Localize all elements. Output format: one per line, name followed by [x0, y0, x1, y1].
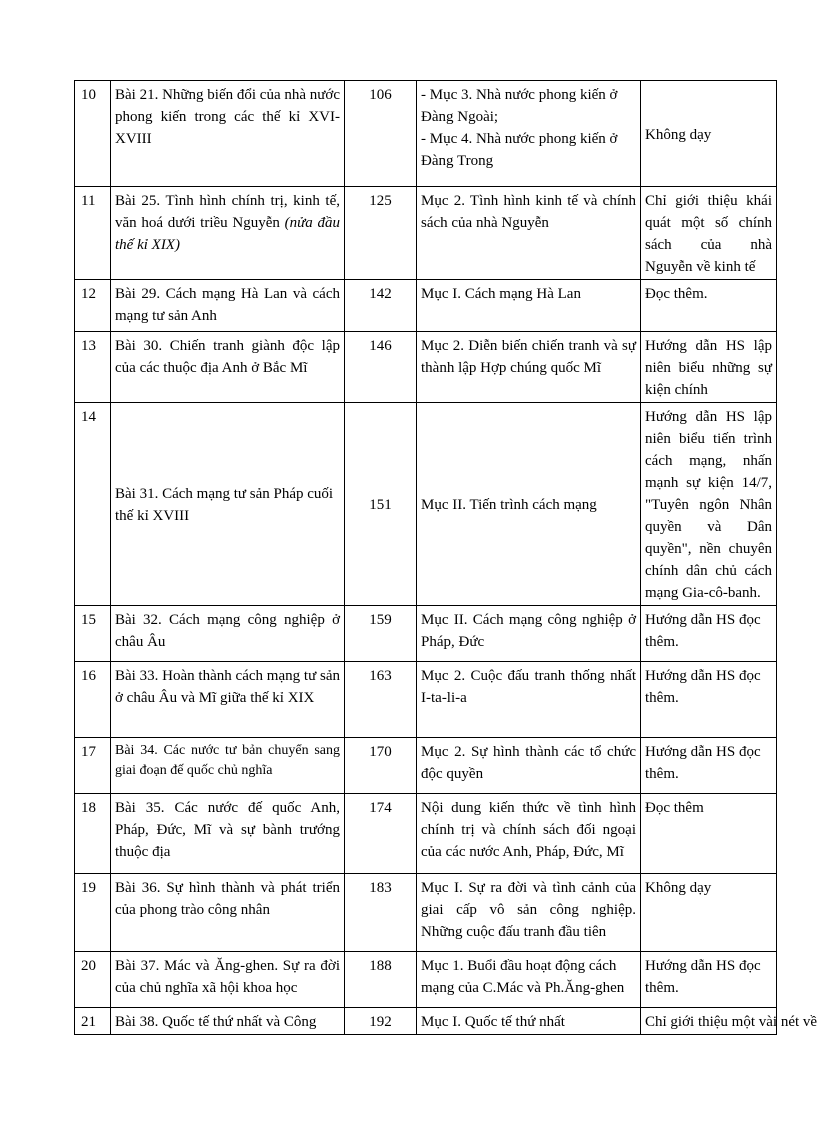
section-line: Mục 1. Buổi đầu hoạt động cách mạng của C.Mác và Ph.Ăng-ghen	[421, 958, 625, 996]
row-number: 19	[75, 874, 111, 952]
row-number: 17	[75, 738, 111, 794]
table-row	[75, 403, 777, 606]
section-cell	[417, 81, 641, 187]
page-cell: 174	[345, 794, 417, 874]
section-line: Mục I. Quốc tế thứ nhất	[421, 1014, 565, 1030]
section-cell	[417, 280, 641, 332]
curriculum-table	[74, 80, 817, 1035]
section-cell	[417, 952, 641, 1008]
note-cell: Đọc thêm	[641, 794, 777, 874]
row-number: 11	[75, 187, 111, 280]
lesson-text: Bài 30. Chiến tranh giành độc lập của các thuộc địa Anh ở Bắc Mĩ	[115, 338, 340, 376]
lesson-text: Bài 32. Cách mạng công nghiệp ở châu Âu	[115, 612, 340, 650]
lesson-cell	[111, 794, 345, 874]
table-row	[75, 606, 777, 662]
table-row	[75, 332, 777, 403]
lesson-cell	[111, 280, 345, 332]
table-row	[75, 81, 777, 187]
row-number: 12	[75, 280, 111, 332]
note-cell: Hướng dẫn HS đọc thêm.	[641, 606, 777, 662]
section-line: Mục II. Tiến trình cách mạng	[421, 497, 597, 513]
page-cell: 151	[345, 403, 417, 606]
page-cell: 159	[345, 606, 417, 662]
note-cell: Hướng dẫn HS lập niên biểu tiến trình cách mạng, nhấn mạnh sự kiện 14/7, "Tuyên ngôn Nhân quyền và Dân quyền", nền chuyên chính dân chủ cách mạng Gia-cô-banh.	[641, 403, 777, 606]
table-row	[75, 874, 777, 952]
note-cell: Hướng dẫn HS đọc thêm.	[641, 952, 777, 1008]
note-cell: Không dạy	[641, 874, 777, 952]
table-row	[75, 1008, 777, 1035]
section-cell	[417, 874, 641, 952]
row-number: 18	[75, 794, 111, 874]
page-cell: 170	[345, 738, 417, 794]
note-cell: Hướng dẫn HS đọc thêm.	[641, 738, 777, 794]
page-cell: 125	[345, 187, 417, 280]
section-cell	[417, 738, 641, 794]
table-row	[75, 738, 777, 794]
page-cell: 163	[345, 662, 417, 738]
section-line: Mục I. Sự ra đời và tình cảnh của giai cấp vô sản công nghiệp. Những cuộc đấu tranh đầu tiên	[421, 880, 636, 940]
lesson-cell	[111, 952, 345, 1008]
page-cell: 188	[345, 952, 417, 1008]
lesson-text-italic: (nửa đầu thế kỉ XIX)	[115, 215, 340, 253]
table-row	[75, 280, 777, 332]
lesson-text: Bài 21. Những biến đổi của nhà nước phong kiến trong các thế kỉ XVI-XVIII	[115, 87, 340, 147]
section-line: Mục I. Cách mạng Hà Lan	[421, 286, 581, 302]
table-row	[75, 794, 777, 874]
lesson-text: Bài 37. Mác và Ăng-ghen. Sự ra đời của chủ nghĩa xã hội khoa học	[115, 958, 340, 996]
section-line: Mục II. Cách mạng công nghiệp ở Pháp, Đức	[421, 612, 636, 650]
note-cell: Hướng dẫn HS lập niên biểu những sự kiện chính	[641, 332, 777, 403]
page-cell: 183	[345, 874, 417, 952]
lesson-text: Bài 36. Sự hình thành và phát triển của phong trào công nhân	[115, 880, 340, 918]
section-line: Mục 2. Tình hình kinh tế và chính sách của nhà Nguyễn	[421, 193, 636, 231]
section-line: Mục 2. Diễn biến chiến tranh và sự thành lập Hợp chúng quốc Mĩ	[421, 338, 636, 376]
section-cell	[417, 403, 641, 606]
lesson-text: Bài 38. Quốc tế thứ nhất và Công	[115, 1014, 317, 1030]
section-line: Mục 2. Sự hình thành các tổ chức độc quyền	[421, 744, 636, 782]
lesson-cell	[111, 1008, 345, 1035]
row-number: 15	[75, 606, 111, 662]
lesson-text: Bài 31. Cách mạng tư sản Pháp cuối thế kỉ XVIII	[115, 486, 334, 524]
note-cell: Chỉ giới thiệu một vài nét về	[641, 1008, 777, 1035]
row-number: 13	[75, 332, 111, 403]
lesson-cell	[111, 662, 345, 738]
lesson-cell	[111, 187, 345, 280]
section-cell	[417, 794, 641, 874]
lesson-text: Bài 29. Cách mạng Hà Lan và cách mạng tư sản Anh	[115, 286, 340, 324]
table-row	[75, 952, 777, 1008]
table-body	[75, 81, 817, 1035]
section-line: Mục 2. Cuộc đấu tranh thống nhất I-ta-li-a	[421, 668, 636, 706]
lesson-text: Bài 34. Các nước tư bản chuyển sang giai đoạn đế quốc chủ nghĩa	[115, 743, 340, 778]
row-number: 20	[75, 952, 111, 1008]
section-cell	[417, 1008, 641, 1035]
page-cell: 142	[345, 280, 417, 332]
row-number: 16	[75, 662, 111, 738]
note-cell: Chỉ giới thiệu khái quát một số chính sách của nhà Nguyễn về kinh tế	[641, 187, 777, 280]
note-cell: Không dạy	[641, 81, 777, 187]
lesson-cell	[111, 332, 345, 403]
document-page	[74, 80, 817, 1035]
section-cell	[417, 606, 641, 662]
note-cell: Hướng dẫn HS đọc thêm.	[641, 662, 777, 738]
table-row	[75, 187, 777, 280]
section-line: - Mục 3. Nhà nước phong kiến ở Đàng Ngoài;	[421, 87, 618, 125]
row-number: 10	[75, 81, 111, 187]
note-cell: Đọc thêm.	[641, 280, 777, 332]
section-line: - Mục 4. Nhà nước phong kiến ở Đàng Trong	[421, 131, 618, 169]
section-cell	[417, 662, 641, 738]
lesson-cell	[111, 738, 345, 794]
lesson-text: Bài 33. Hoàn thành cách mạng tư sản ở châu Âu và Mĩ giữa thế kỉ XIX	[115, 668, 340, 706]
lesson-cell	[111, 81, 345, 187]
lesson-cell	[111, 606, 345, 662]
lesson-cell	[111, 874, 345, 952]
section-line: Nội dung kiến thức về tình hình chính trị và chính sách đối ngoại của các nước Anh, Pháp, Đức, Mĩ	[421, 800, 636, 860]
section-cell	[417, 187, 641, 280]
page-cell: 192	[345, 1008, 417, 1035]
lesson-text: Bài 25. Tình hình chính trị, kinh tế, văn hoá dưới triều Nguyễn	[115, 193, 340, 231]
section-cell	[417, 332, 641, 403]
page-cell: 106	[345, 81, 417, 187]
row-number: 21	[75, 1008, 111, 1035]
table-row	[75, 662, 777, 738]
page-cell: 146	[345, 332, 417, 403]
lesson-text: Bài 35. Các nước đế quốc Anh, Pháp, Đức, Mĩ và sự bành trướng thuộc địa	[115, 800, 340, 860]
lesson-cell	[111, 403, 345, 606]
row-number: 14	[75, 403, 111, 606]
